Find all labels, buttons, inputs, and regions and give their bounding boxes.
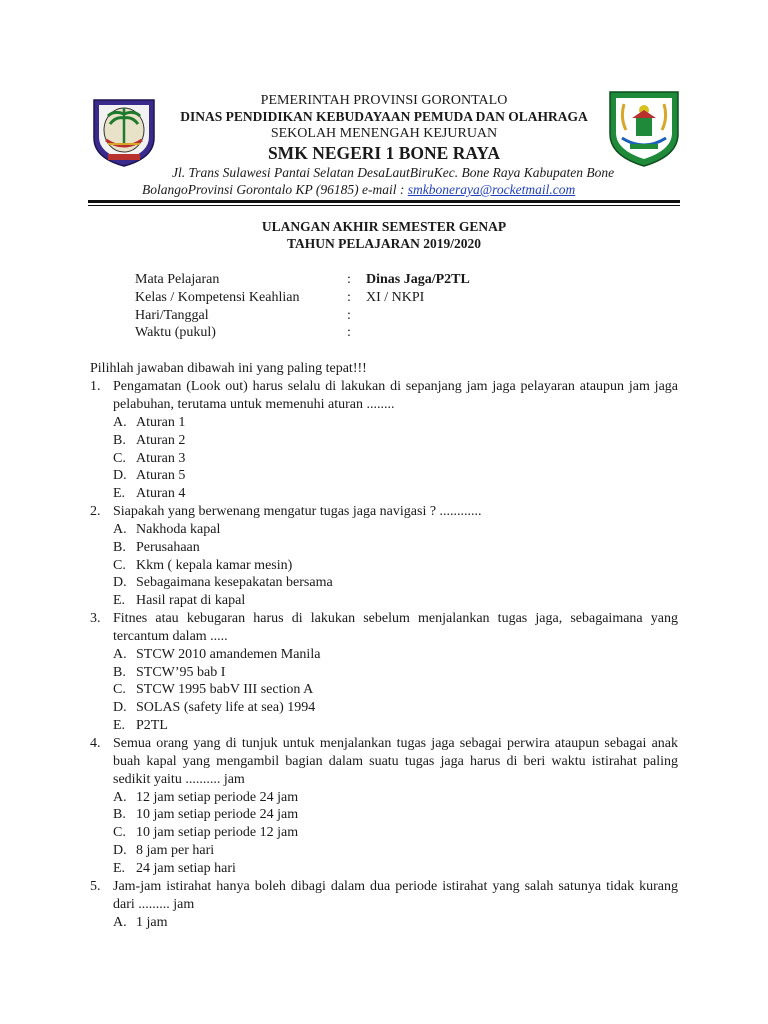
option-text: 10 jam setiap periode 12 jam [136, 825, 299, 840]
option-text: STCW 2010 amandemen Manila [136, 647, 321, 662]
info-label: Mata Pelajaran [135, 272, 220, 287]
header-government: PEMERINTAH PROVINSI GORONTALO [260, 93, 508, 108]
header-divider-thin [88, 205, 680, 206]
option-letter: D. [113, 843, 127, 858]
info-label: Waktu (pukul) [135, 325, 216, 340]
option-letter: B. [113, 540, 126, 555]
option-text: 24 jam setiap hari [136, 861, 236, 876]
option-letter: A. [113, 522, 127, 537]
option-text: Sebagaimana kesepakatan bersama [136, 575, 333, 590]
option-letter: C. [113, 451, 126, 466]
option-text: Aturan 4 [136, 486, 186, 501]
option-letter: A. [113, 790, 127, 805]
info-value: Dinas Jaga/P2TL [366, 272, 470, 287]
question-number: 4. [90, 736, 101, 751]
option-letter: D. [113, 700, 127, 715]
header-divider-thick [88, 200, 680, 203]
option-text: Perusahaan [136, 540, 200, 555]
option-letter: E. [113, 861, 126, 876]
option-text: Aturan 3 [136, 451, 186, 466]
option-letter: B. [113, 807, 126, 822]
question-number: 5. [90, 879, 101, 894]
option-letter: D. [113, 468, 127, 483]
school-name: SMK NEGERI 1 BONE RAYA [267, 143, 501, 163]
header-school-type: SEKOLAH MENENGAH KEJURUAN [270, 126, 498, 141]
option-text: Hasil rapat di kapal [136, 593, 246, 608]
info-colon: : [347, 272, 351, 287]
option-letter: A. [113, 415, 127, 430]
question-text: Jam-jam istirahat hanya boleh dibagi dalam dua periode istirahat yang salah satunya tidak kurang dari ......... jam [113, 879, 678, 912]
option-text: 1 jam [136, 915, 168, 930]
question-number: 1. [90, 379, 101, 394]
option-text: Nakhoda kapal [136, 522, 221, 537]
exam-year: TAHUN PELAJARAN 2019/2020 [286, 236, 481, 251]
option-letter: C. [113, 682, 126, 697]
option-text: Aturan 5 [136, 468, 186, 483]
info-label: Kelas / Kompetensi Keahlian [135, 290, 300, 305]
info-label: Hari/Tanggal [135, 308, 209, 323]
address-line-2 [142, 182, 575, 198]
option-letter: E. [113, 593, 126, 608]
option-text: STCW 1995 babV III section A [136, 682, 314, 697]
exam-title: ULANGAN AKHIR SEMESTER GENAP [261, 219, 507, 234]
option-text: P2TL [136, 718, 168, 733]
question-text: Fitnes atau kebugaran harus di lakukan sebelum menjalankan tugas jaga, sebagaimana yang tercantum dalam ..... [113, 611, 678, 644]
question-number: 2. [90, 504, 101, 519]
option-text: Aturan 1 [136, 415, 186, 430]
email-link[interactable]: smkboneraya@rocketmail.com [407, 182, 576, 197]
info-colon: : [347, 308, 351, 323]
option-text: 8 jam per hari [136, 843, 215, 858]
option-letter: C. [113, 558, 126, 573]
header-department: DINAS PENDIDIKAN KEBUDAYAAN PEMUDA DAN OLAHRAGA [180, 109, 588, 124]
option-text: SOLAS (safety life at sea) 1994 [136, 700, 316, 715]
option-text: Aturan 2 [136, 433, 186, 448]
instruction-text: Pilihlah jawaban dibawah ini yang paling tepat!!! [90, 361, 367, 376]
option-letter: A. [113, 915, 127, 930]
option-text: 10 jam setiap periode 24 jam [136, 807, 299, 822]
info-colon: : [347, 325, 351, 340]
info-value: XI / NKPI [366, 290, 425, 305]
option-letter: C. [113, 825, 126, 840]
question-text: Siapakah yang berwenang mengatur tugas jaga navigasi ? ............ [113, 504, 482, 519]
address-line-2-text: BolangoProvinsi Gorontalo KP (96185) e-mail : [142, 182, 408, 197]
question-text: Pengamatan (Look out) harus selalu di lakukan di sepanjang jam jaga pelayaran ataupun jam jaga pelabuhan, terutama untuk memenuhi aturan ........ [113, 379, 678, 412]
option-letter: D. [113, 575, 127, 590]
address-line-1: Jl. Trans Sulawesi Pantai Selatan DesaLautBiruKec. Bone Raya Kabupaten Bone [172, 165, 615, 180]
info-colon: : [347, 290, 351, 305]
option-letter: B. [113, 433, 126, 448]
option-letter: E. [113, 486, 126, 501]
option-text: 12 jam setiap periode 24 jam [136, 790, 299, 805]
option-letter: B. [113, 665, 126, 680]
question-text: Semua orang yang di tunjuk untuk menjalankan tugas jaga sebagai perwira ataupun sebagai anak buah kapal yang mengambil bagian dalam suatu tugas jaga harus di beri waktu istirahat paling sedikit yaitu .......... jam [113, 736, 678, 787]
option-letter: A. [113, 647, 127, 662]
option-text: STCW’95 bab I [136, 665, 226, 680]
option-letter: E. [113, 718, 126, 733]
question-number: 3. [90, 611, 101, 626]
option-text: Kkm ( kepala kamar mesin) [136, 558, 293, 573]
